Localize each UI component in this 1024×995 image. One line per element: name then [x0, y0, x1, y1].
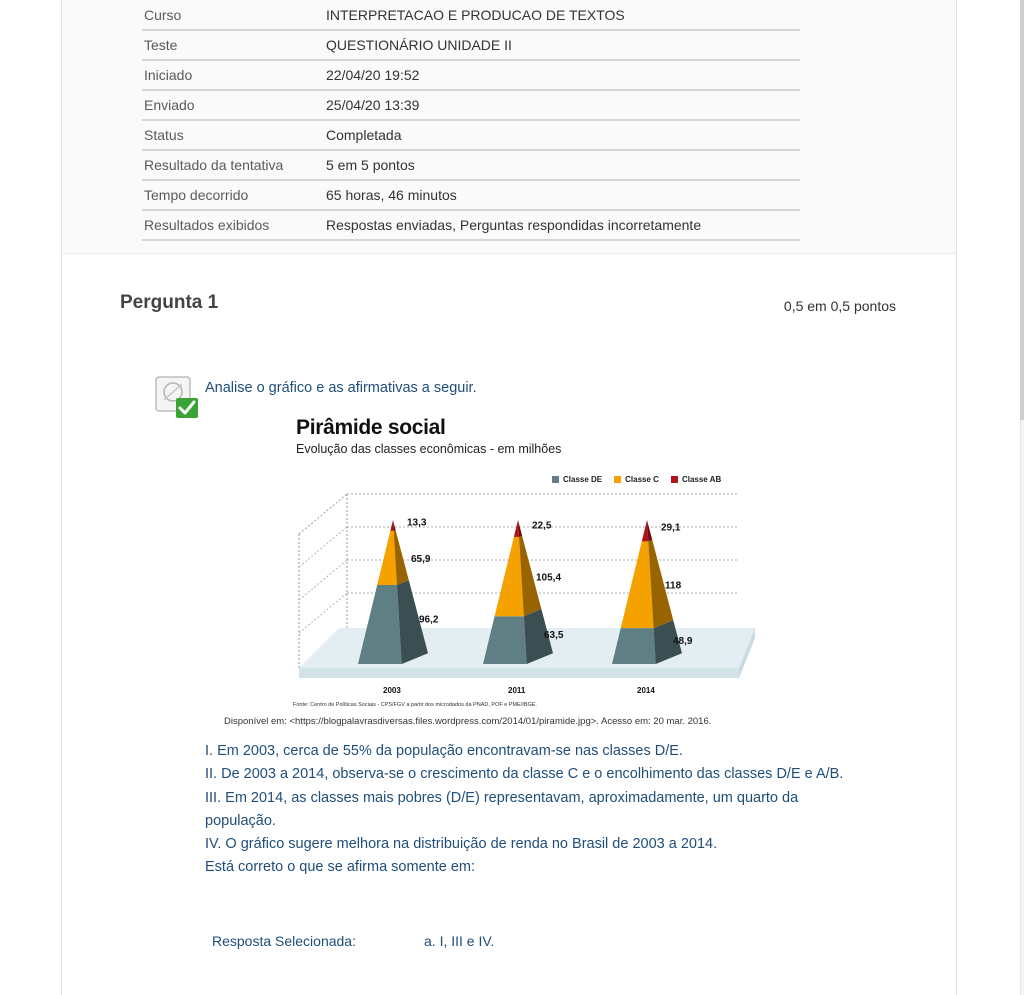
legend-swatch-ab — [671, 476, 678, 483]
data-label-2014-classe-de: 48,9 — [673, 636, 693, 648]
question-title: Pergunta 1 — [120, 292, 219, 313]
social-pyramid-chart — [287, 412, 757, 712]
page-scrollbar[interactable] — [1020, 0, 1024, 995]
attempt-summary-table — [142, 0, 800, 241]
pyramid-face-2003-0 — [358, 585, 402, 664]
summary-row — [142, 30, 800, 60]
legend-label-de: Classe DE — [563, 475, 603, 484]
chart-subtitle: Evolução das classes econômicas - em milhões — [296, 442, 562, 456]
data-label-2011-classe-de: 63,5 — [544, 630, 564, 642]
summary-row — [142, 150, 800, 180]
summary-row — [142, 120, 800, 150]
x-tick-label-2011: 2011 — [508, 686, 526, 695]
statement-2: II. De 2003 a 2014, observa-se o crescimento da classe C e o encolhimento das classes D/E e A/B. — [205, 766, 844, 783]
summary-row-value: Respostas enviadas, Perguntas respondidas incorretamente — [326, 217, 702, 233]
summary-row-label: Tempo decorrido — [144, 187, 249, 203]
summary-row-value: 5 em 5 pontos — [326, 157, 415, 173]
data-label-2003-classe-de: 96,2 — [419, 614, 439, 626]
legend-item-de — [552, 475, 602, 484]
data-label-2011-classe-ab: 22,5 — [532, 520, 552, 532]
summary-row-value: 65 horas, 46 minutos — [326, 187, 457, 203]
chart-gridline-side — [299, 560, 347, 600]
summary-row-value: 25/04/20 13:39 — [326, 97, 420, 113]
summary-row-label: Resultados exibidos — [144, 217, 270, 233]
statement-question: Está correto o que se afirma somente em: — [205, 859, 475, 876]
legend-item-ab — [671, 475, 721, 484]
x-tick-label-2003: 2003 — [383, 686, 401, 695]
data-label-2003-classe-ab: 13,3 — [407, 517, 427, 529]
data-label-2014-classe-c: 118 — [665, 580, 682, 592]
data-label-2014-classe-ab: 29,1 — [661, 522, 681, 534]
summary-row-value: QUESTIONÁRIO UNIDADE II — [326, 37, 512, 53]
chart-gridline-side — [299, 494, 347, 534]
summary-row-value: INTERPRETACAO E PRODUCAO DE TEXTOS — [326, 6, 625, 23]
summary-row-value: 22/04/20 19:52 — [326, 67, 420, 83]
pyramid-face-2003-1 — [377, 531, 397, 585]
summary-row-label: Status — [144, 127, 184, 143]
legend-label-ab: Classe AB — [681, 475, 722, 484]
data-label-2003-classe-c: 65,9 — [411, 553, 431, 565]
statement-4: IV. O gráfico sugere melhora na distribuição de renda no Brasil de 2003 a 2014. — [205, 836, 718, 853]
selected-answer-label: Resposta Selecionada: — [212, 933, 356, 949]
image-caption: Disponível em: <https://blogpalavrasdiversas.files.wordpress.com/2014/01/piramide.jpg>. Acesso em: 20 mar. 2016. — [224, 716, 712, 727]
chart-legend — [552, 475, 721, 484]
summary-row-label: Curso — [144, 6, 182, 23]
question-prompt: Analise o gráfico e as afirmativas a seguir. — [205, 380, 477, 396]
pyramid-face-2011-1 — [495, 537, 524, 616]
statement-1: I. Em 2003, cerca de 55% da população encontravam-se nas classes D/E. — [205, 743, 683, 759]
summary-row — [142, 180, 800, 210]
x-tick-label-2014: 2014 — [637, 686, 655, 695]
attempt-summary — [62, 0, 956, 254]
scrollbar-thumb[interactable] — [1020, 0, 1024, 420]
question-statements — [205, 740, 855, 880]
summary-row-label: Iniciado — [144, 67, 193, 83]
chart-source-note: Fonte: Centro de Políticas Sociais - CPS/FGV a partir dos microdados da PNAD, POF e PME/IBGE. — [293, 702, 537, 708]
legend-swatch-de — [552, 476, 559, 483]
summary-row — [142, 90, 800, 120]
statement-3: III. Em 2014, as classes mais pobres (D/E) representavam, aproximadamente, um quarto da população. — [205, 789, 799, 829]
pyramid-face-2011-0 — [483, 616, 527, 664]
summary-row-label: Enviado — [144, 97, 195, 113]
summary-row — [142, 210, 800, 240]
selected-answer-value: a. I, III e IV. — [424, 933, 495, 949]
legend-swatch-c — [614, 476, 621, 483]
chart-title: Pirâmide social — [296, 416, 446, 439]
summary-row-label: Teste — [144, 37, 178, 53]
correct-check-icon — [154, 374, 202, 422]
pyramid-face-2014-1 — [621, 541, 654, 628]
legend-item-c — [614, 475, 659, 484]
summary-row — [142, 0, 800, 30]
summary-row-label: Resultado da tentativa — [144, 157, 284, 173]
chart-gridline-side — [299, 593, 347, 633]
summary-row-value: Completada — [326, 127, 402, 143]
summary-row — [142, 60, 800, 90]
chart-gridline-side — [299, 527, 347, 567]
data-label-2011-classe-c: 105,4 — [536, 572, 562, 584]
question-score: 0,5 em 0,5 pontos — [783, 298, 896, 314]
chart-canvas — [287, 412, 757, 712]
legend-label-c: Classe C — [625, 475, 659, 484]
chart-floor-edge — [299, 668, 739, 678]
